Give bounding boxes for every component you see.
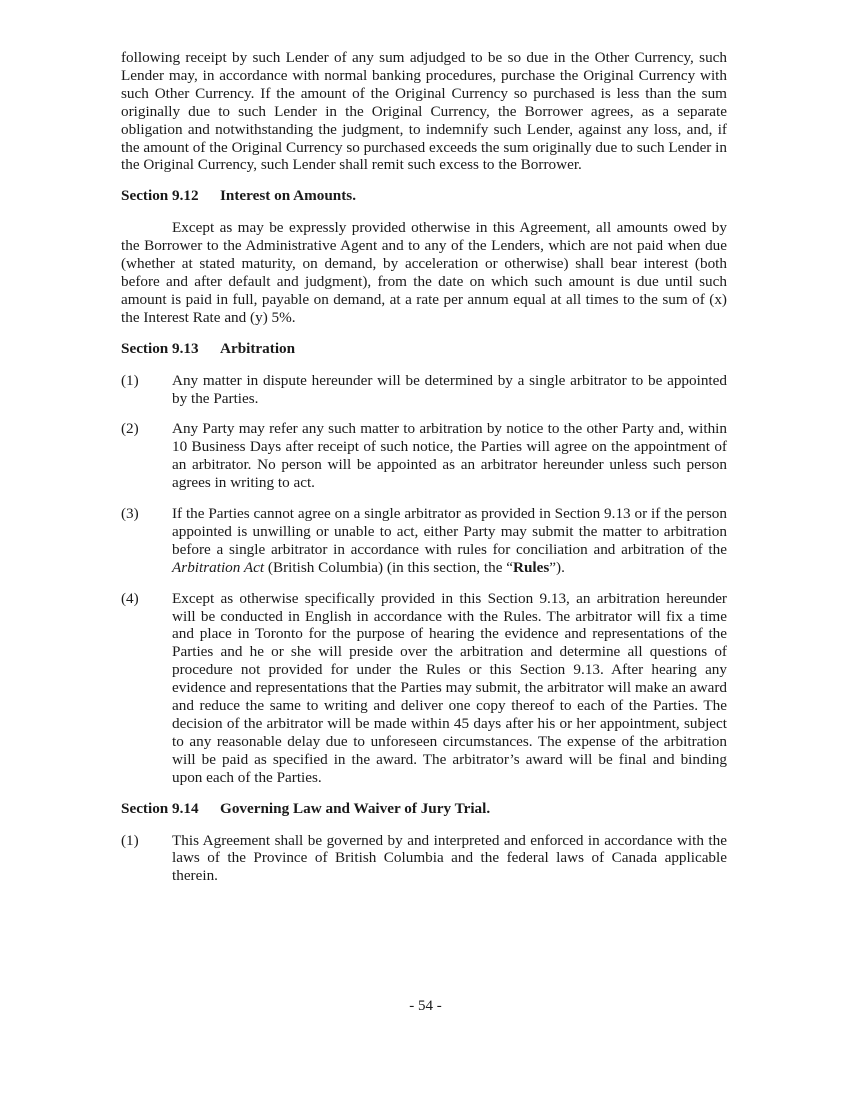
intro-paragraph: following receipt by such Lender of any sum adjudged to be so due in the Other Currency, such Lender may, in accordance with normal banking procedures, purchase the Original Currency with such Other Currency. If the amount of the Original Currency so purchased is less than the sum originally due to such Lender in the Original Currency, the Borrower agrees, as a separate obligation and notwithstanding the judgment, to indemnify such Lender, against any loss, and, if the amount of the Original Currency so purchased exceeds the sum originally due to such Lender in the Original Currency, such Lender shall remit such excess to the Borrower. [121,49,727,174]
section-9-12-title: Interest on Amounts. [220,187,356,205]
section-9-13-title: Arbitration [220,339,296,357]
page-number: - 54 - [409,998,442,1014]
list-item-text: Any Party may refer any such matter to arbitration by notice to the other Party and, within 10 Business Days after receipt of such notice, the Parties will agree on the appointment of an arbitrator. No person will be appointed as an arbitrator hereunder unless such person agrees in writing to act. [172,420,727,492]
list-item-text: This Agreement shall be governed by and interpreted and enforced in accordance with the laws of the Province of British Columbia and the federal laws of Canada applicable therein. [172,831,727,885]
document-page [121,49,727,885]
rules-defined-term: Rules [513,558,550,576]
list-marker: (4) [121,589,139,607]
arbitration-act-title: Arbitration Act [172,558,265,576]
section-9-12-number: Section 9.12 [121,187,199,205]
list-item-text: Except as otherwise specifically provided in this Section 9.13, an arbitration hereunder will be conducted in English in accordance with the Rules. The arbitrator will fix a time and place in Toronto for the purpose of hearing the evidence and representations of the Parties and he or she will preside over the arbitration and determine all questions of procedure not provided for under the Rules or this Section 9.13. After hearing any evidence and representations that the Parties may submit, the arbitrator will make an award and reduce the same to writing and deliver one copy thereof to each of the Parties. The decision of the arbitrator will be made within 45 days after his or her appointment, subject to any reasonable delay due to unforeseen circumstances. The expense of the arbitration will be paid as specified in the award. The arbitrator’s award will be final and binding upon each of the Parties. [172,589,727,786]
section-9-14-number: Section 9.14 [121,799,199,817]
section-9-13-heading [121,340,727,358]
list-item-text: Any matter in dispute hereunder will be determined by a single arbitrator to be appointed by the Parties. [172,371,727,407]
list-marker: (1) [121,371,139,389]
section-9-13-number: Section 9.13 [121,339,199,357]
section-9-14-title: Governing Law and Waiver of Jury Trial. [220,799,491,817]
section-9-12-heading [121,187,727,205]
section-9-13-item-1 [121,372,727,408]
list-marker: (3) [121,505,139,523]
section-9-14-heading [121,800,727,818]
section-9-13-item-2 [121,420,727,492]
section-9-13-item-4 [121,590,727,787]
section-9-14-item-1 [121,832,727,886]
list-item-text-before: If the Parties cannot agree on a single arbitrator as provided in Section 9.13 or if the person appointed is unwilling or unable to act, either Party may submit the matter to arbitration before a single arbitrator in accordance with rules for conciliation and arbitration of the [172,505,727,558]
list-item-text-mid: (British Columbia) (in this section, the “ [264,558,513,576]
list-marker: (2) [121,420,139,438]
list-item-text [172,505,727,576]
list-item-text-after: ”). [549,558,565,576]
section-9-12-body: Except as may be expressly provided otherwise in this Agreement, all amounts owed by the Borrower to the Administrative Agent and to any of the Lenders, which are not paid when due (whether at stated maturity, on demand, by acceleration or otherwise) shall bear interest (both before and after default and judgment), from the date on which such amount is due until such amount is paid in full, payable on demand, at a rate per annum equal at all times to the sum of (x) the Interest Rate and (y) 5%. [121,219,727,326]
list-marker: (1) [121,831,139,849]
section-9-13-item-3 [121,505,727,577]
